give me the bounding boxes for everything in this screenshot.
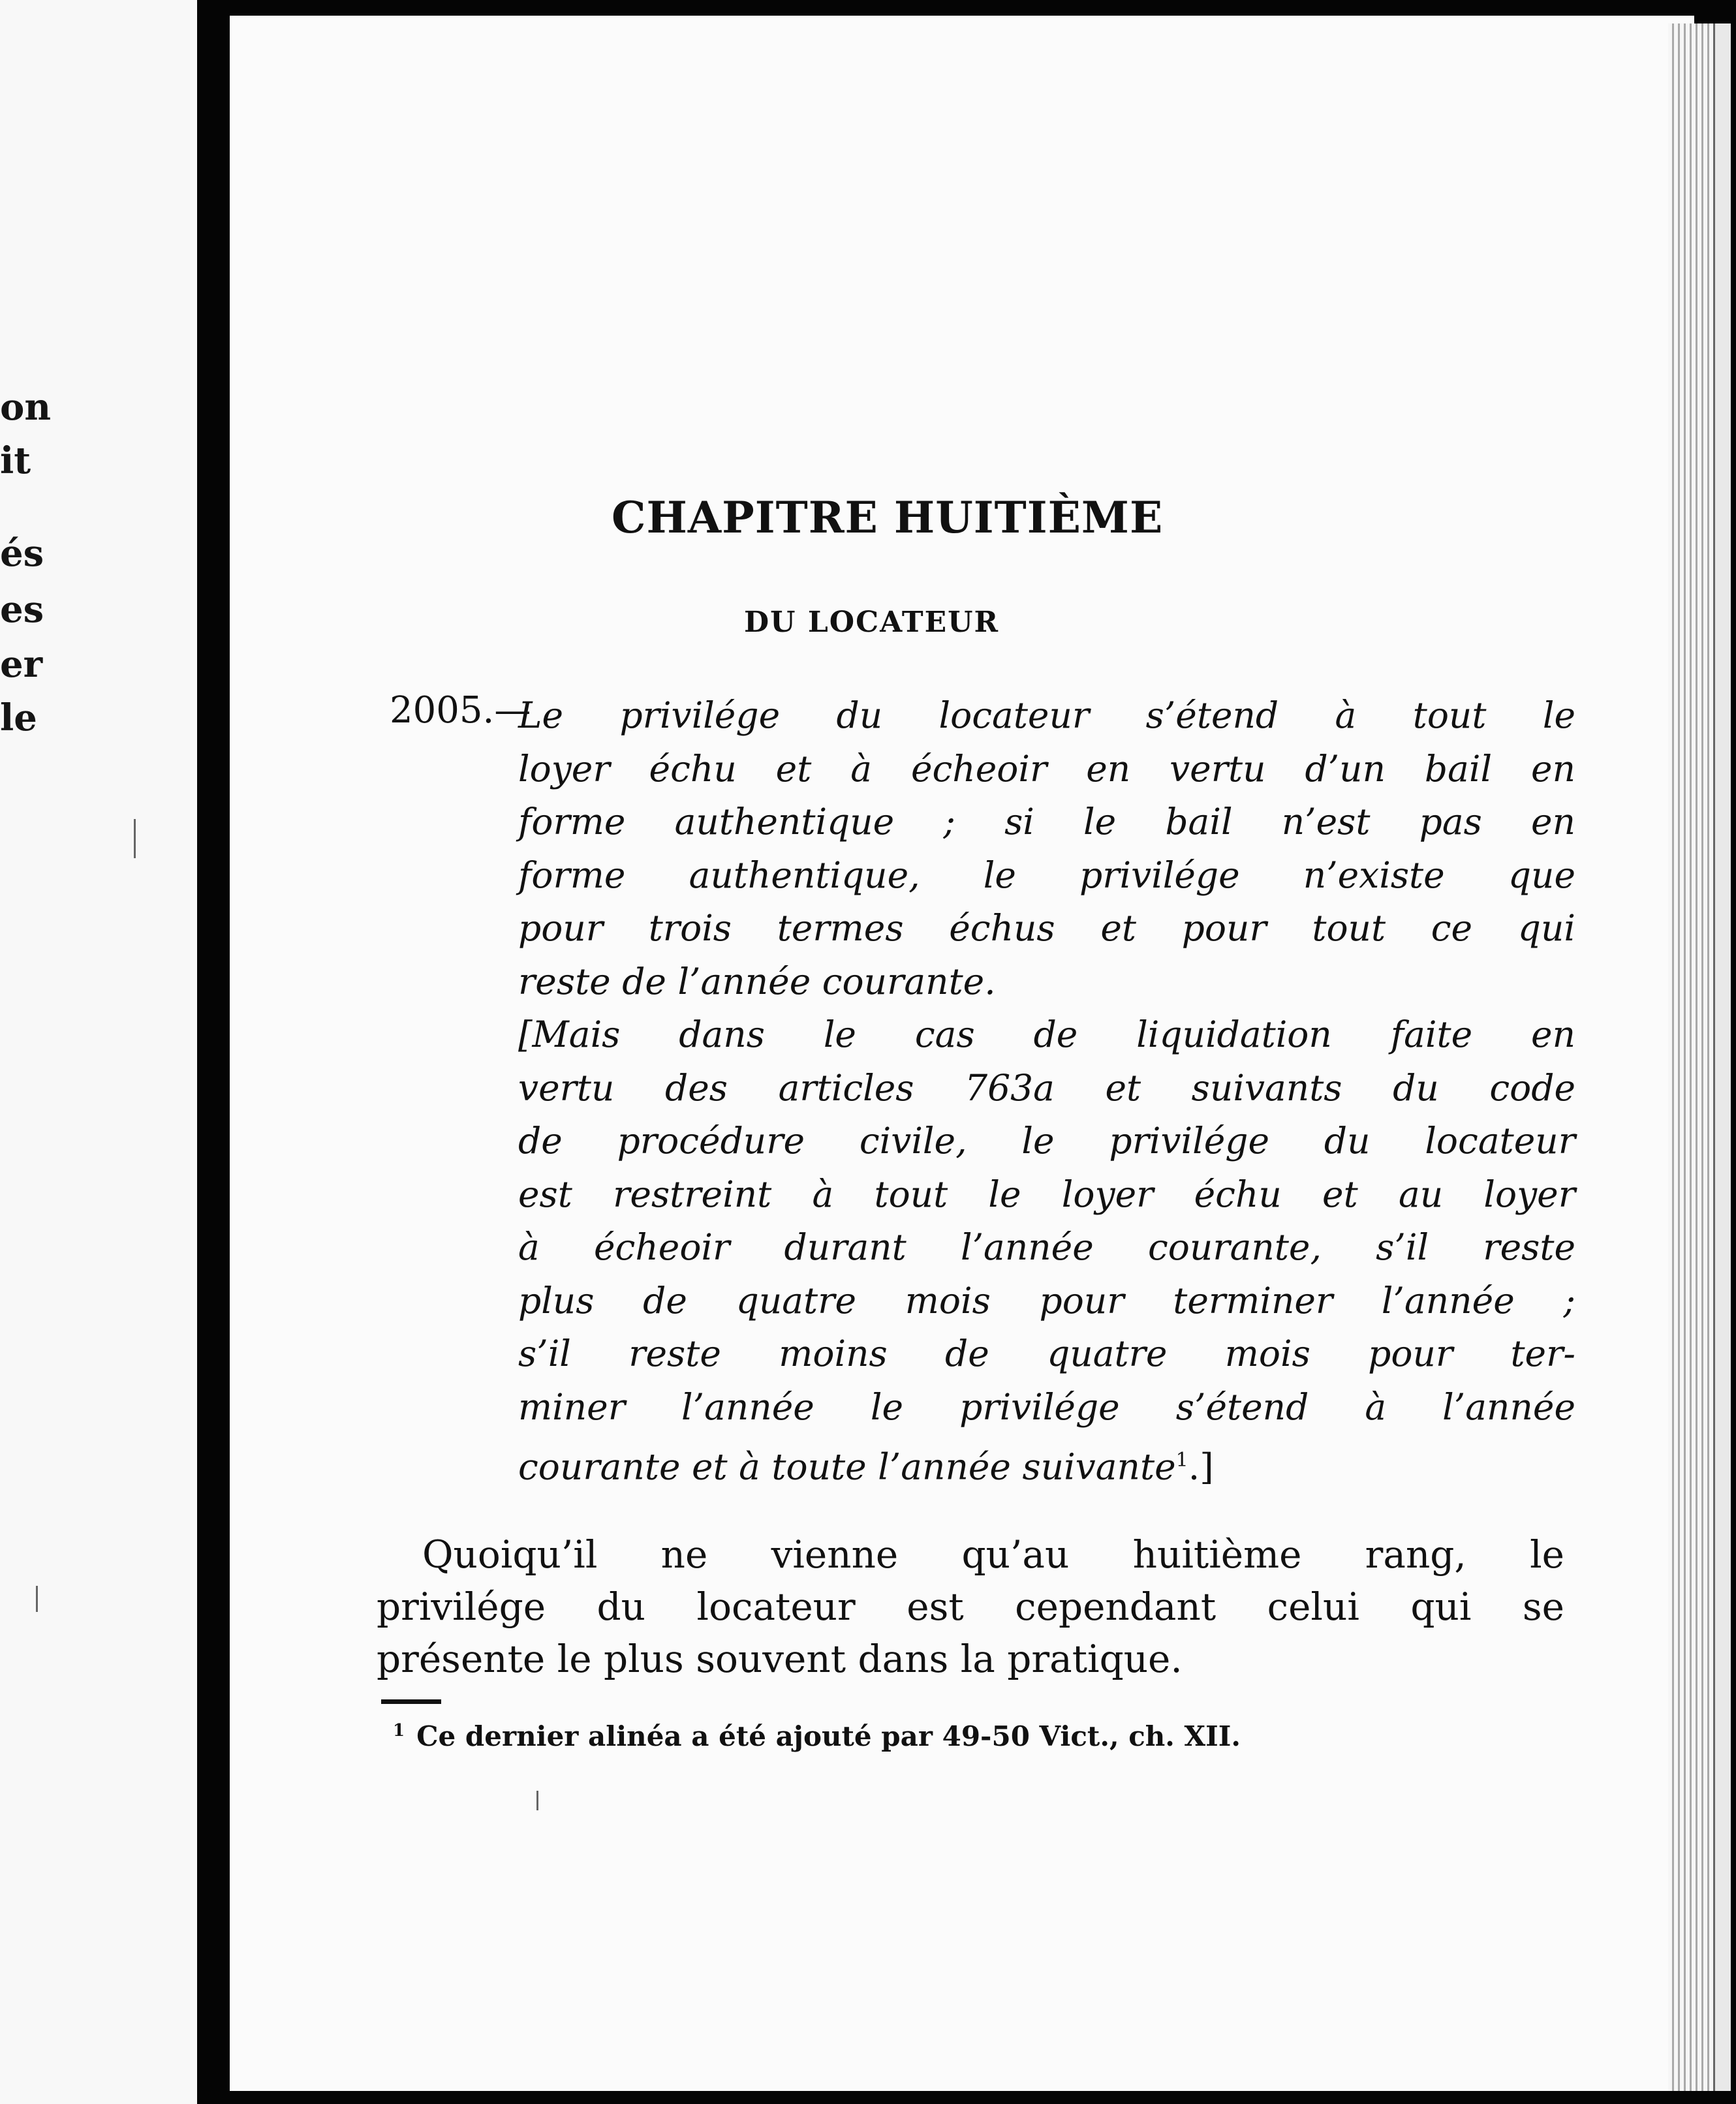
article-line: est restreint à tout le loyer échu et au loyer: [518, 1173, 1575, 1215]
footnote: [393, 1720, 1241, 1752]
book-page: [230, 16, 1694, 2091]
article-final-line: [518, 1434, 1575, 1494]
chapter-title: CHAPITRE HUITIÈME: [612, 492, 1164, 543]
article-line: loyer échu et à écheoir en vertu d’un bail en: [518, 747, 1575, 790]
margin-fragment: és: [0, 532, 44, 575]
article-text: [518, 689, 1575, 1494]
footnote-rule: [381, 1699, 441, 1704]
page-stack-edge: [1668, 23, 1715, 2091]
article-final-text: courante et à toute l’année suivante: [518, 1446, 1176, 1488]
article-line: plus de quatre mois pour terminer l’année ;: [518, 1279, 1575, 1322]
scan-speck: [536, 1791, 538, 1810]
article-final-bracket: .]: [1188, 1446, 1214, 1488]
article-line: vertu des articles 763a et suivants du code: [518, 1066, 1575, 1109]
commentary-paragraph: [377, 1528, 1564, 1685]
article-line: [Mais dans le cas de liquidation faite en: [518, 1013, 1575, 1055]
scan-speck: [134, 819, 136, 858]
page-stack-tip: [1713, 23, 1731, 2091]
footnote-marker: 1: [393, 1721, 405, 1740]
commentary-line: Quoiqu’il ne vienne qu’au huitième rang, le: [422, 1532, 1564, 1577]
article-line: miner l’année le privilége s’étend à l’année: [518, 1385, 1575, 1428]
commentary-line: présente le plus souvent dans la pratique.: [377, 1637, 1183, 1681]
margin-fragment: on: [0, 386, 52, 429]
section-title: DU LOCATEUR: [744, 606, 1000, 639]
scan-speck: [36, 1586, 38, 1612]
article-line: s’il reste moins de quatre mois pour ter-: [518, 1333, 1575, 1374]
margin-fragment: es: [0, 588, 44, 631]
left-page: [0, 0, 197, 2104]
margin-fragment: le: [0, 696, 37, 739]
article-line: Le privilége du locateur s’étend à tout le: [518, 694, 1575, 736]
article-line: forme authentique, le privilége n’existe que: [518, 854, 1575, 896]
commentary-line: privilége du locateur est cependant celui qui se: [377, 1585, 1564, 1629]
article-line: forme authentique ; si le bail n’est pas en: [518, 801, 1575, 843]
footnote-text: Ce dernier alinéa a été ajouté par 49-50 Vict., ch. XII.: [416, 1720, 1241, 1752]
article-line: de procédure civile, le privilége du locateur: [518, 1120, 1575, 1162]
article-number: 2005.—: [390, 689, 531, 732]
footnote-reference[interactable]: 1: [1175, 1449, 1188, 1472]
margin-fragment: er: [0, 643, 43, 686]
margin-fragment: it: [0, 439, 31, 482]
article-line: pour trois termes échus et pour tout ce qui: [518, 907, 1575, 949]
article-line: reste de l’année courante.: [518, 960, 996, 1002]
article-line: à écheoir durant l’année courante, s’il reste: [518, 1226, 1575, 1268]
